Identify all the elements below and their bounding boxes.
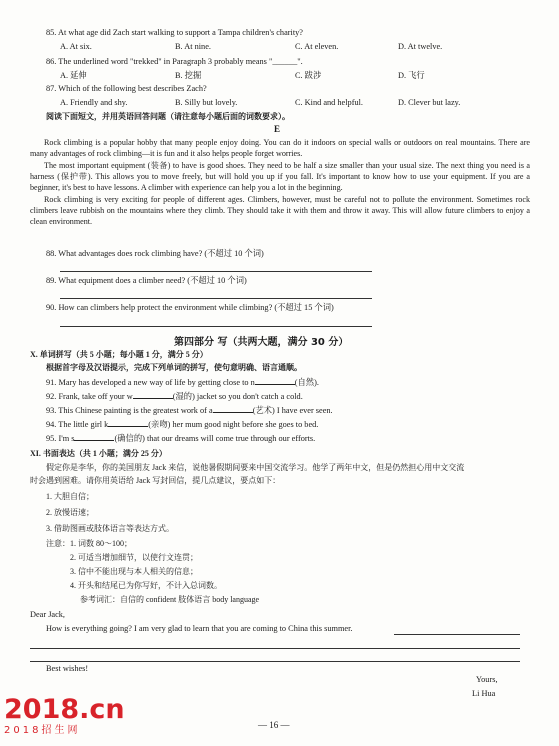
passage-paragraph-2: The most important equipment (装备) to have is good shoes. They need to be half a size smaller than your usual size. The next thing you need is a harness (保护带). This allows you to move freely, but will hold you up if you fall. It's important to know how to use your equipment. If you are a beginner, it's best to have lessons. A climber with experience can help you a lot in the beginning.: [30, 161, 530, 192]
reading-passage: [30, 137, 530, 228]
q86-option-d: D. 飞行: [398, 71, 425, 80]
section-10-title: X. 单词拼写（共 5 小题；每小题 1 分，满分 5 分）: [30, 350, 208, 359]
q87-stem: 87. Which of the following best describes Zach?: [46, 84, 207, 93]
note-3: 3. 信中不能出现与本人相关的信息；: [70, 567, 198, 576]
logo-sub-text: 2018招生网: [4, 725, 81, 736]
writing-line-2[interactable]: [30, 648, 520, 649]
notes-label: 注意：1. 词数 80～100；: [46, 539, 132, 548]
q91-hint: (自然).: [294, 378, 319, 387]
q95: [46, 434, 315, 444]
q93-hint: (艺术) I have ever seen.: [252, 406, 333, 415]
point-1: 1. 大胆自信；: [46, 492, 94, 501]
q85-stem: 85. At what age did Zach start walking to support a Tampa children's charity?: [46, 28, 303, 37]
q87-option-a: A. Friendly and shy.: [60, 98, 128, 107]
reference-words: 参考词汇：自信的 confident 肢体语言 body language: [80, 595, 260, 604]
q86-option-b: B. 挖掘: [175, 71, 202, 80]
section-11-prompt-line1: 假定你是李华，你的美国朋友 Jack 来信，说他暑假期间要来中国交流学习。他学了两年中文，但是仍然担心用中文交流: [46, 463, 465, 472]
q92-hint: (湿的) jacket so you don't catch a cold.: [172, 392, 303, 401]
q93: [46, 406, 333, 416]
q95-blank[interactable]: [74, 440, 114, 441]
q85-option-a: A. At six.: [60, 42, 92, 51]
section-e-label: E: [274, 124, 281, 134]
q90-answer-line[interactable]: [60, 326, 372, 327]
page-number: — 16 —: [258, 720, 290, 730]
q92: [46, 392, 303, 402]
q88-question: 88. What advantages does rock climbing have? (不超过 10 个词): [46, 249, 264, 258]
letter-sign-name: Li Hua: [472, 689, 496, 698]
q85-option-c: C. At eleven.: [295, 42, 339, 51]
site-watermark-logo: [4, 695, 124, 743]
q86-option-a: A. 延伸: [60, 71, 87, 80]
q86-stem: 86. The underlined word "trekked" in Paragraph 3 probably means "______".: [46, 57, 303, 66]
section-e-instruction: 阅读下面短文，并用英语回答问题（请注意每小题后面的词数要求）。: [46, 112, 290, 121]
q91-blank[interactable]: [255, 384, 295, 385]
q89-question: 89. What equipment does a climber need? (不超过 10 个词): [46, 276, 247, 285]
q94-blank[interactable]: [108, 426, 148, 427]
letter-greeting: Dear Jack,: [30, 610, 66, 619]
q90-question: 90. How can climbers help protect the environment while climbing? (不超过 15 个词): [46, 303, 334, 312]
q93-text: 93. This Chinese painting is the greatest work of a: [46, 406, 213, 415]
q94-text: 94. The little girl k: [46, 420, 109, 429]
q89-answer-line[interactable]: [60, 298, 372, 299]
q95-hint: (确信的) that our dreams will come true through our efforts.: [114, 434, 316, 443]
letter-opening: How is everything going? I am very glad to learn that you are coming to China this summer.: [46, 624, 353, 633]
passage-paragraph-1: Rock climbing is a popular hobby that many people enjoy doing. You can do it indoors on special walls or outdoors on real mountains. There are many advantages of rock climbing—it is fun and it also helps people forget worries.: [30, 138, 530, 158]
letter-sign-yours: Yours,: [476, 675, 498, 684]
q87-option-b: B. Silly but lovely.: [175, 98, 238, 107]
q94: [46, 420, 318, 430]
passage-paragraph-3: Rock climbing is very exciting for people of different ages. Climbers, however, must be careful not to pollute the environment. Sometimes rock climbers leave rubbish on the mountains where they climb. They should take it with them and throw it away. This will allow future climbers to enjoy a clean environment.: [30, 195, 530, 226]
q88-answer-line[interactable]: [60, 271, 372, 272]
note-4: 4. 开头和结尾已为你写好，不计入总词数。: [70, 581, 222, 590]
q95-text: 95. I'm s: [46, 434, 75, 443]
q87-option-c: C. Kind and helpful.: [295, 98, 363, 107]
q86-option-c: C. 跋涉: [295, 71, 322, 80]
letter-closing: Best wishes!: [46, 664, 89, 673]
q91: [46, 378, 319, 388]
q92-blank[interactable]: [133, 398, 173, 399]
point-2: 2. 放慢语速；: [46, 508, 94, 517]
writing-line-1[interactable]: [394, 634, 520, 635]
q94-hint: (亲吻) her mum good night before she goes to bed.: [148, 420, 319, 429]
part4-title: 第四部分 写（共两大题，满分 30 分）: [174, 337, 349, 348]
q87-option-d: D. Clever but lazy.: [398, 98, 461, 107]
section-10-instruction: 根据首字母及汉语提示，完成下列单词的拼写，使句意明确、语言通顺。: [46, 363, 302, 372]
writing-line-3[interactable]: [30, 661, 520, 662]
q93-blank[interactable]: [213, 412, 253, 413]
point-3: 3. 借助图画或肢体语言等表达方式。: [46, 524, 174, 533]
note-2: 2. 可适当增加细节，以使行文连贯；: [70, 553, 198, 562]
section-11-title: XI. 书面表达（共 1 小题；满分 25 分）: [30, 449, 167, 458]
section-11-prompt-line2: 时会遇到困难。请你用英语给 Jack 写封回信，提几点建议，要点如下：: [30, 476, 281, 485]
q91-text: 91. Mary has developed a new way of life by getting close to n: [46, 378, 255, 387]
q92-text: 92. Frank, take off your w: [46, 392, 133, 401]
q85-option-d: D. At twelve.: [398, 42, 443, 51]
q85-option-b: B. At nine.: [175, 42, 211, 51]
logo-main-text: 2018.cn: [4, 694, 125, 725]
